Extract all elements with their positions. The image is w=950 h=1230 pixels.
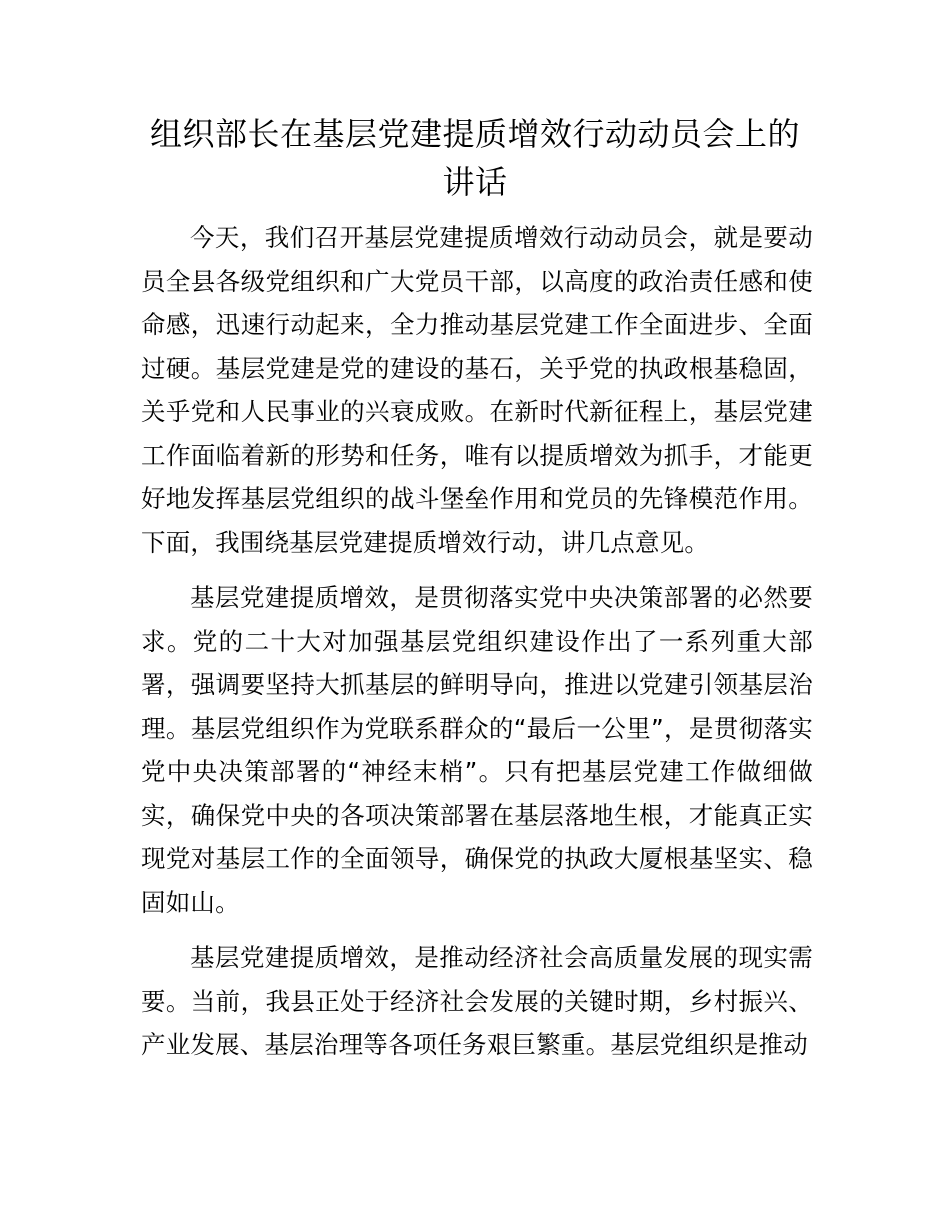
paragraph-2: 基层党建提质增效，是贯彻落实党中央决策部署的必然要求。党的二十大对加强基层党组织建设作出了一系列重大部署，强调要坚持大抓基层的鲜明导向，推进以党建引领基层治理。基层党组织作为党联系群众的“最后一公里”，是贯彻落实党中央决策部署的“神经末梢”。只有把基层党建工作做细做实，确保党中央的各项决策部署在基层落地生根，才能真正实现党对基层工作的全面领导，确保党的执政大厦根基坚实、稳固如山。	[141, 583, 813, 917]
document-title: 组织部长在基层党建提质增效行动动员会上的讲话	[149, 115, 800, 201]
paragraph-1: 今天，我们召开基层党建提质增效行动动员会，就是要动员全县各级党组织和广大党员干部，以高度的政治责任感和使命感，迅速行动起来，全力推动基层党建工作全面进步、全面过硬。基层党建是党的建设的基石，关乎党的执政根基稳固，关乎党和人民事业的兴衰成败。在新时代新征程上，基层党建工作面临着新的形势和任务，唯有以提质增效为抓手，才能更好地发挥基层党组织的战斗堡垒作用和党员的先锋模范作用。下面，我围绕基层党建提质增效行动，讲几点意见。	[141, 223, 813, 557]
document-body	[141, 216, 813, 1079]
paragraph-3: 基层党建提质增效，是推动经济社会高质量发展的现实需要。当前，我县正处于经济社会发展的关键时期，乡村振兴、产业发展、基层治理等各项任务艰巨繁重。基层党组织是推动	[141, 943, 813, 1059]
